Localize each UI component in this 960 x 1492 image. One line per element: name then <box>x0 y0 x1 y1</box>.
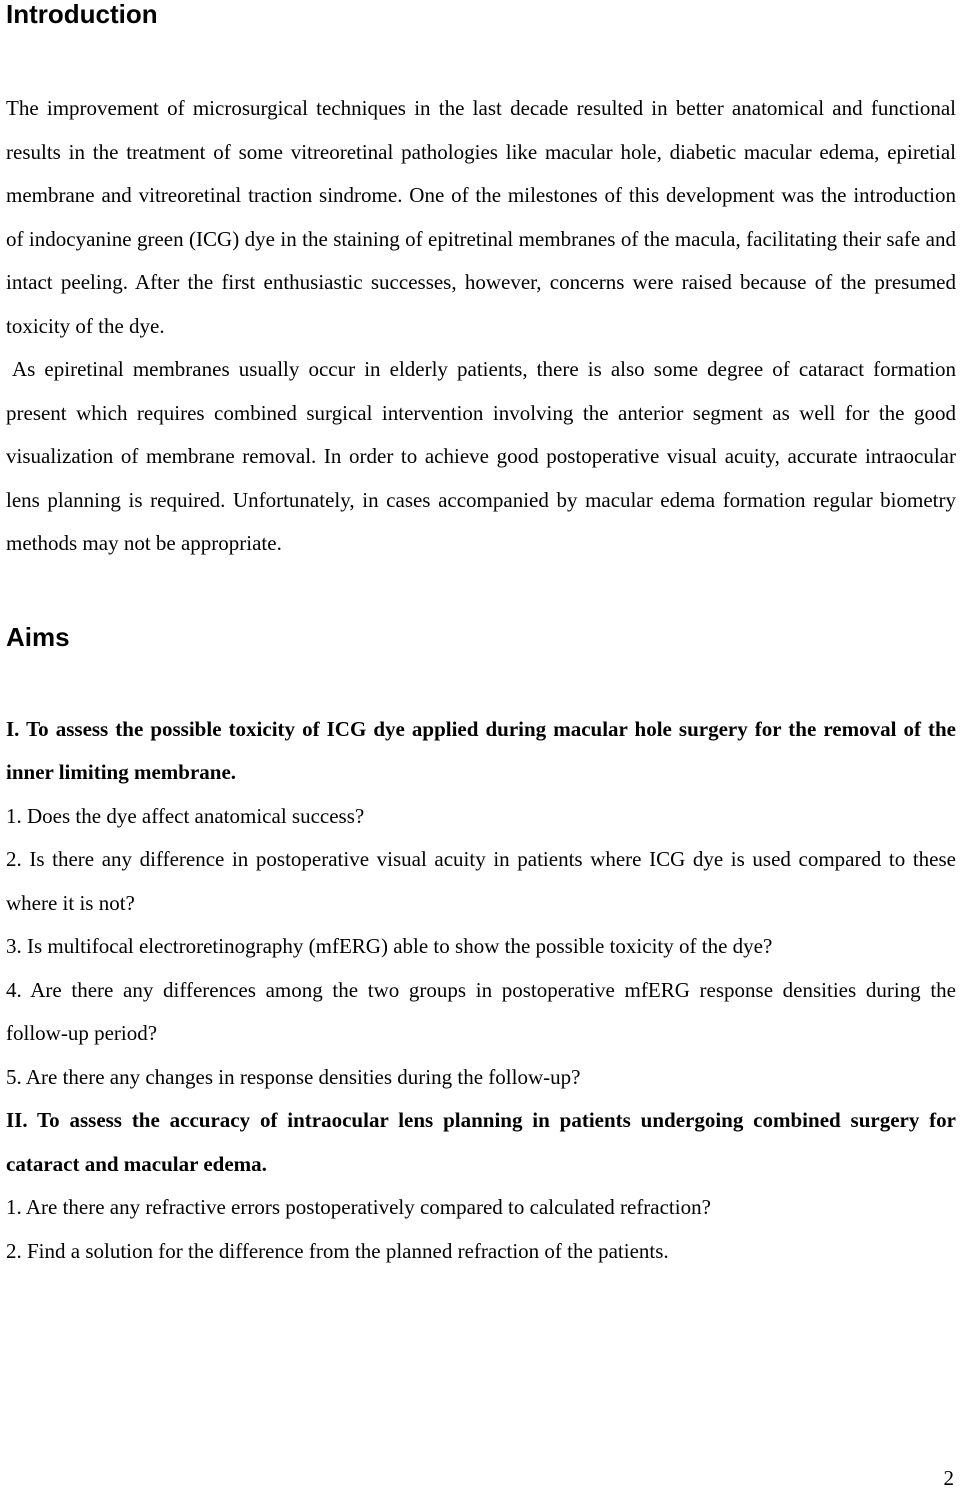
aim-1-question-5: 5. Are there any changes in response densities during the follow-up? <box>6 1064 581 1089</box>
page-number: 2 <box>943 1466 954 1490</box>
introduction-heading: Introduction <box>6 0 158 29</box>
aim-1-question-1: 1. Does the dye affect anatomical success? <box>6 803 365 828</box>
aim-2-title: II. To assess the accuracy of intraocular lens planning in patients undergoing combined surgery for cataract and macular edema. <box>6 1108 956 1176</box>
aim-2-question-1: 1. Are there any refractive errors postoperatively compared to calculated refraction? <box>6 1195 711 1219</box>
aim-1-question-2: 2. Is there any difference in postoperative visual acuity in patients where ICG dye is used compared to these where it is not? <box>6 847 956 915</box>
introduction-paragraph-1: The improvement of microsurgical techniques in the last decade resulted in better anatomical and functional results in the treatment of some vitreoretinal pathologies like macular hole, diabetic macular edema, epiretial membrane and vitreoretinal traction sindrome. One of the milestones of this development was the introduction of indocyanine green (ICG) dye in the staining of epitretinal membranes of the macula, facilitating their safe and intact peeling. After the first enthusiastic successes, however, concerns were raised because of the presumed toxicity of the dye. <box>6 96 956 338</box>
aim-1-title: I. To assess the possible toxicity of ICG dye applied during macular hole surgery for the removal of the inner limiting membrane. <box>6 716 956 784</box>
aim-1-question-3: 3. Is multifocal electroretinography (mfERG) able to show the possible toxicity of the dye? <box>6 934 773 958</box>
aims-list <box>6 708 956 1274</box>
aim-2-question-2: 2. Find a solution for the difference from the planned refraction of the patients. <box>6 1238 669 1263</box>
aims-heading: Aims <box>6 621 70 652</box>
document-page <box>6 0 956 1273</box>
aim-1-question-4: 4. Are there any differences among the two groups in postoperative mfERG response densities during the follow-up period? <box>6 977 956 1045</box>
introduction-paragraph-2: As epiretinal membranes usually occur in elderly patients, there is also some degree of cataract formation present which requires combined surgical intervention involving the anterior segment as well for the good visualization of membrane removal. In order to achieve good postoperative visual acuity, accurate intraocular lens planning is required. Unfortunately, in cases accompanied by macular edema formation regular biometry methods may not be appropriate. <box>6 357 956 555</box>
